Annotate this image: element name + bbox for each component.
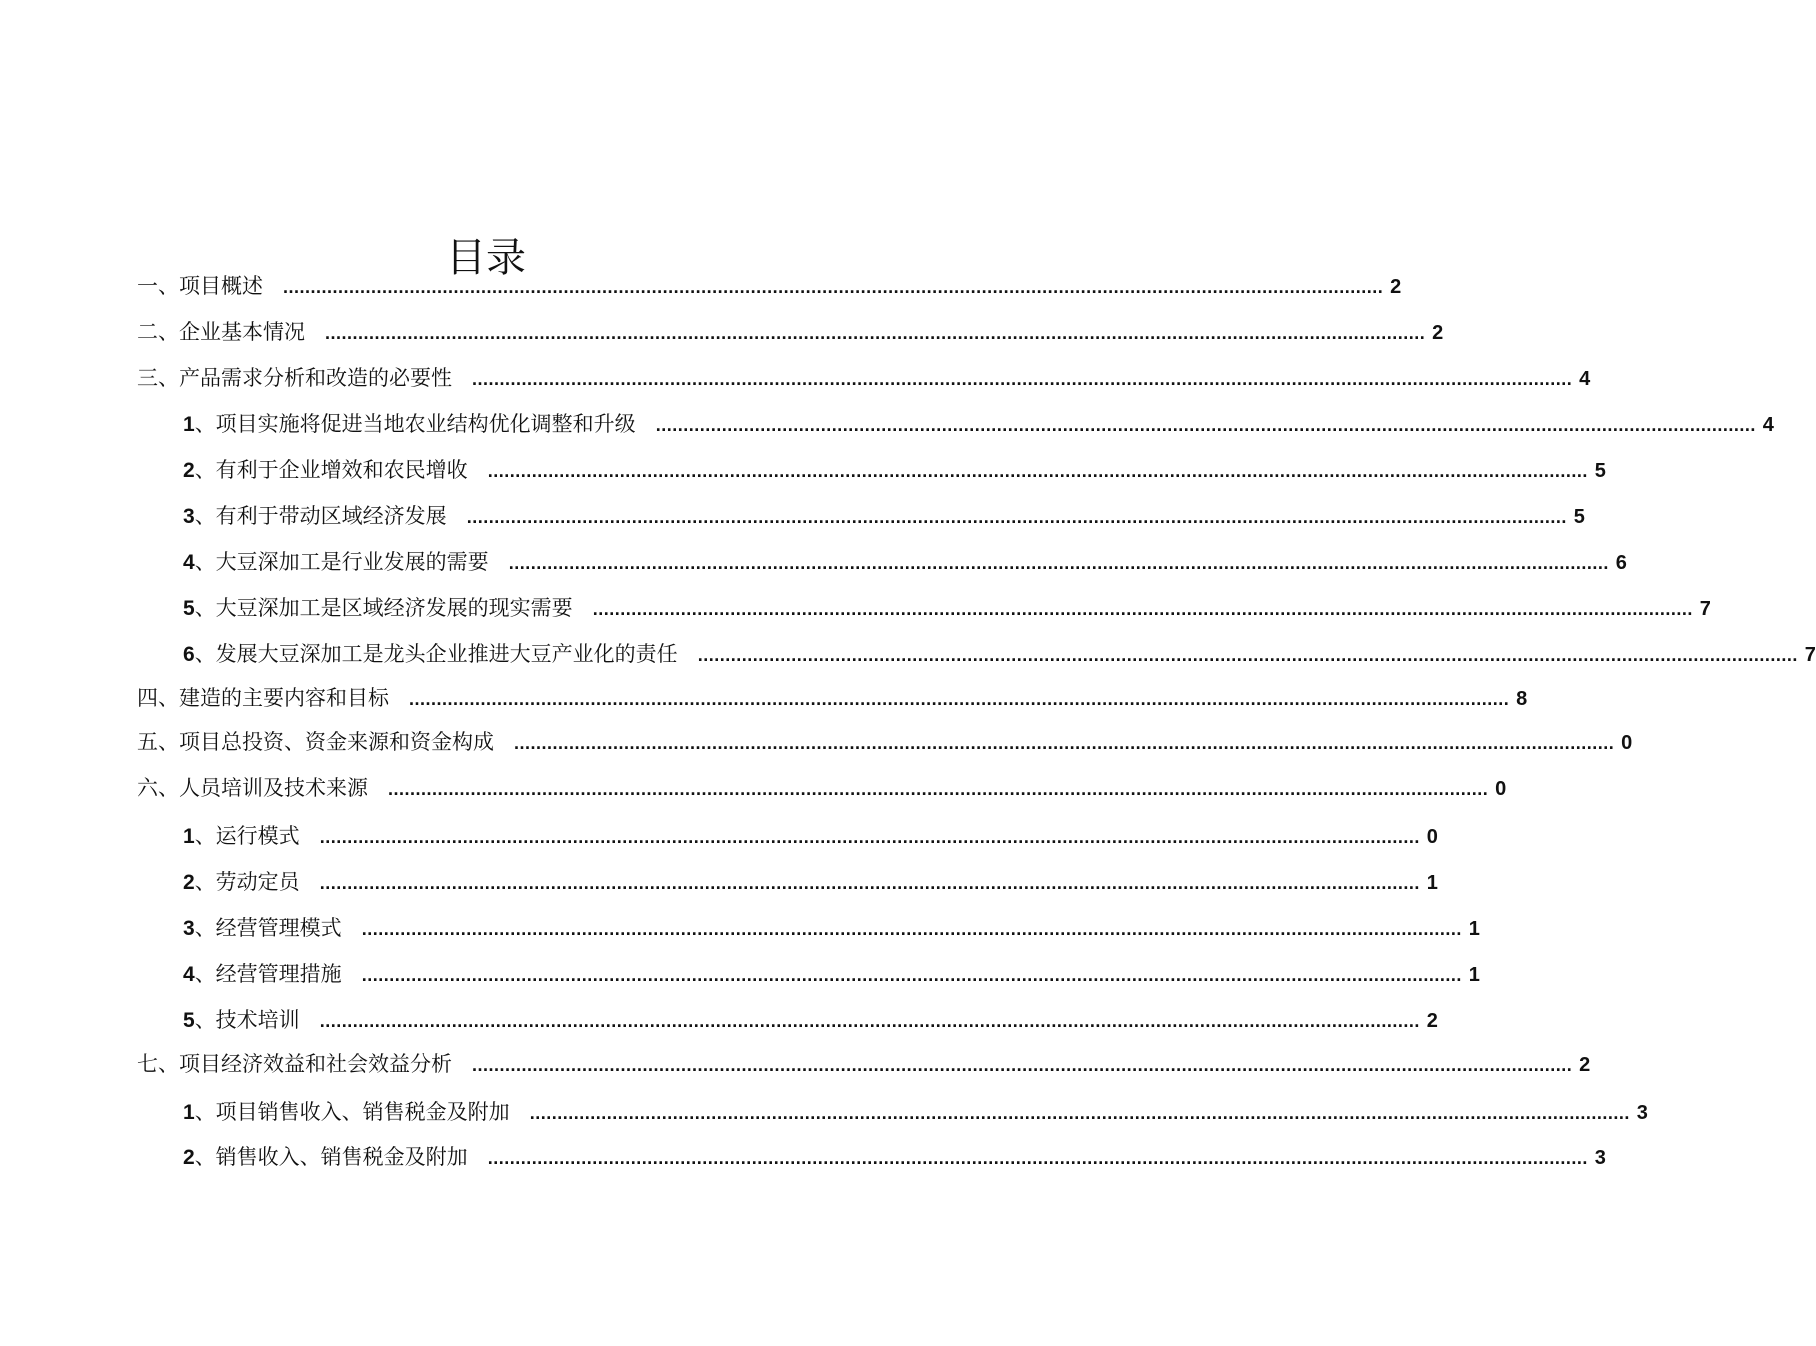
toc-page-number: 5 [1594,460,1606,482]
toc-entry-number: 3 [183,505,195,528]
toc-entry-text: 五、项目总投资、资金来源和资金构成 [137,730,494,754]
toc-page-number: 3 [1594,1147,1606,1169]
toc-leader-dots: ........................................................................................................................................................................................................ [466,507,1567,527]
toc-entry-text: 、劳动定员 [194,870,300,894]
toc-leader-dots: ........................................................................................................................................................................................................ [283,277,1384,297]
toc-entry[interactable] [183,548,1627,576]
toc-entry-text: 二、企业基本情况 [137,320,305,344]
toc-leader-dots: ........................................................................................................................................................................................................ [319,827,1420,847]
toc-entry-text: 、有利于带动区域经济发展 [194,504,447,528]
toc-entry-label [137,1050,452,1078]
toc-page-number: 2 [1390,276,1402,298]
toc-entry-text: 一、项目概述 [137,274,263,298]
toc-entry-number: 5 [183,597,195,620]
toc-entry[interactable] [183,502,1585,530]
toc-leader-dots: ........................................................................................................................................................................................................ [472,1055,1573,1075]
toc-entry-number: 2 [183,1146,195,1169]
toc-page-number: 6 [1615,552,1627,574]
toc-entry-label [137,728,494,756]
toc-page-number: 0 [1621,732,1633,754]
toc-page-number: 4 [1762,414,1774,436]
toc-entry-label [183,640,678,669]
toc-entry[interactable] [137,774,1507,802]
toc-page-number: 0 [1426,826,1438,848]
toc-entry-text: 、运行模式 [194,824,300,848]
toc-page-number: 8 [1516,688,1528,710]
toc-entry-label [137,272,263,300]
toc-leader-dots: ........................................................................................................................................................................................................ [388,779,1489,799]
toc-entry-number: 3 [183,917,195,940]
toc-entry-label [183,960,342,989]
toc-leader-dots: ........................................................................................................................................................................................................ [409,689,1510,709]
toc-leader-dots: ........................................................................................................................................................................................................ [472,369,1573,389]
toc-entry-label [183,1143,468,1172]
toc-entry-label [183,914,342,943]
toc-entry-text: 、有利于企业增效和农民增收 [194,458,468,482]
toc-entry[interactable] [137,684,1528,712]
toc-leader-dots: ........................................................................................................................................................................................................ [319,873,1420,893]
toc-entry[interactable] [137,272,1402,300]
toc-entry[interactable] [183,1006,1438,1034]
toc-leader-dots: ........................................................................................................................................................................................................ [487,461,1588,481]
toc-entry-text: 、销售收入、销售税金及附加 [194,1145,468,1169]
toc-entry[interactable] [183,640,1816,668]
toc-page-number: 1 [1468,918,1480,940]
toc-entry-label [183,410,636,439]
toc-entry-text: 、技术培训 [194,1008,300,1032]
toc-leader-dots: ........................................................................................................................................................................................................ [319,1011,1420,1031]
toc-page-number: 2 [1432,322,1444,344]
toc-leader-dots: ........................................................................................................................................................................................................ [529,1103,1630,1123]
toc-entry-label [137,318,305,346]
toc-entry-label [183,822,300,851]
toc-page-number: 3 [1636,1102,1648,1124]
toc-leader-dots: ........................................................................................................................................................................................................ [655,415,1756,435]
toc-entry-text: 四、建造的主要内容和目标 [137,686,389,710]
toc-page-number: 2 [1426,1010,1438,1032]
toc-entry-label [137,684,389,712]
toc-entry[interactable] [183,914,1480,942]
toc-entry[interactable] [183,1143,1606,1171]
toc-entry-label [183,1098,510,1127]
toc-leader-dots: ........................................................................................................................................................................................................ [361,965,1462,985]
toc-entry[interactable] [183,594,1711,622]
toc-entry-text: 六、人员培训及技术来源 [137,776,368,800]
toc-entry-label [183,502,447,531]
toc-entry-number: 6 [183,643,195,666]
toc-entry[interactable] [183,410,1774,438]
toc-entry-text: 七、项目经济效益和社会效益分析 [137,1052,452,1076]
toc-entry[interactable] [137,318,1444,346]
toc-entry-text: 三、产品需求分析和改造的必要性 [137,366,452,390]
toc-entry-text: 、项目销售收入、销售税金及附加 [194,1100,510,1124]
toc-entry[interactable] [137,364,1591,392]
toc-page-number: 7 [1699,598,1711,620]
toc-entry-number: 1 [183,825,195,848]
toc-entry-text: 、发展大豆深加工是龙头企业推进大豆产业化的责任 [194,642,678,666]
toc-page-number: 5 [1573,506,1585,528]
toc-entry-number: 5 [183,1009,195,1032]
toc-entry[interactable] [183,456,1606,484]
toc-entry-text: 、大豆深加工是区域经济发展的现实需要 [194,596,573,620]
toc-page-number: 1 [1426,872,1438,894]
toc-leader-dots: ........................................................................................................................................................................................................ [325,323,1426,343]
toc-entry[interactable] [183,960,1480,988]
toc-entry-number: 4 [183,963,195,986]
toc-leader-dots: ........................................................................................................................................................................................................ [592,599,1693,619]
toc-entry-label [183,548,489,577]
toc-entry-text: 、经营管理措施 [194,962,342,986]
toc-entry-number: 2 [183,871,195,894]
toc-page-number: 7 [1804,644,1816,666]
toc-entry-text: 、项目实施将促进当地农业结构优化调整和升级 [194,412,636,436]
toc-entry[interactable] [137,1050,1591,1078]
toc-entry[interactable] [183,868,1438,896]
toc-page-number: 1 [1468,964,1480,986]
toc-entry-label [137,364,452,392]
toc-entry-number: 4 [183,551,195,574]
toc-entry-text: 、经营管理模式 [194,916,342,940]
toc-entry-number: 2 [183,459,195,482]
toc-entry-number: 1 [183,1101,195,1124]
toc-leader-dots: ........................................................................................................................................................................................................ [508,553,1609,573]
toc-entry-label [183,1006,300,1035]
toc-entry[interactable] [137,728,1633,756]
toc-entry-label [183,594,573,623]
toc-leader-dots: ........................................................................................................................................................................................................ [697,645,1798,665]
toc-entry-label [137,774,368,802]
toc-page-number: 0 [1495,778,1507,800]
toc-entry-label [183,868,300,897]
page-title: 目录 [446,234,526,281]
toc-entry[interactable] [183,1098,1648,1126]
toc-page-number: 2 [1579,1054,1591,1076]
toc-page-number: 4 [1579,368,1591,390]
toc-leader-dots: ........................................................................................................................................................................................................ [361,919,1462,939]
toc-leader-dots: ........................................................................................................................................................................................................ [487,1148,1588,1168]
toc-entry-number: 1 [183,413,195,436]
toc-entry-text: 、大豆深加工是行业发展的需要 [194,550,489,574]
toc-entry-label [183,456,468,485]
toc-leader-dots: ........................................................................................................................................................................................................ [514,733,1615,753]
toc-entry[interactable] [183,822,1438,850]
